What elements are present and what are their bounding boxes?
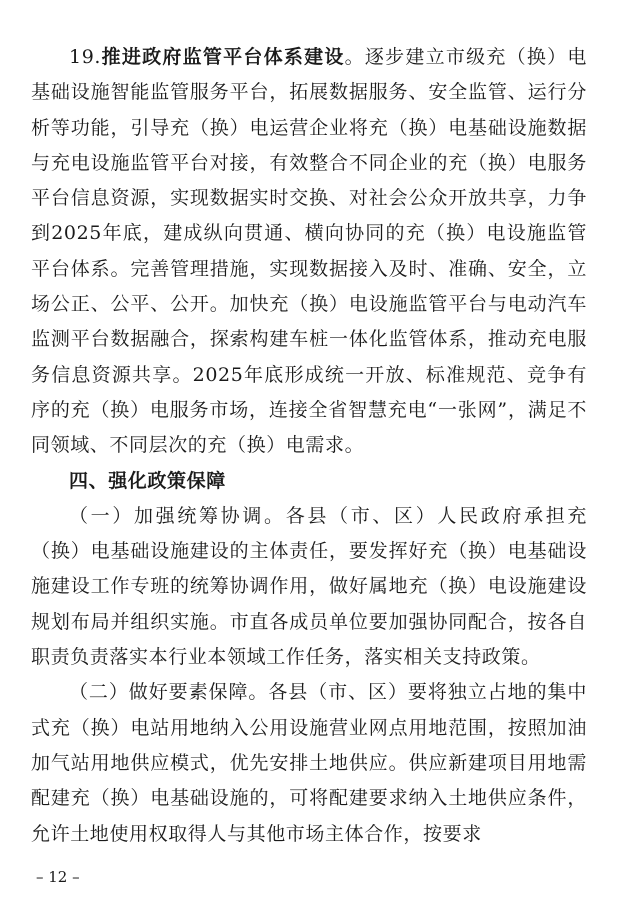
paragraph-factor (31, 675, 587, 851)
paragraph-coordination-lead: （一）加强统筹协调。 (69, 504, 286, 527)
paragraph-coordination-body: 各县（市、区）人民政府承担充（换）电基础设施建设的主体责任，要发挥好充（换）电基础设施建设工作专班的统筹协调作用，做好属地充（换）电设施建设规划布局并组织实施。市直各成员单位要加强协同配合，按各自职责负责落实本行业本领域工作任务，落实相关支持政策。 (31, 504, 587, 669)
section-4-heading: 四、强化政策保障 (69, 469, 226, 492)
paragraph-19-body: 。逐步建立市级充（换）电基础设施智能监管服务平台，拓展数据服务、安全监管、运行分析等功能，引导充（换）电运营企业将充（换）电基础设施数据与充电设施监管平台对接，有效整合不同企业的充（换）电服务平台信息资源，实现数据实时交换、对社会公众开放共享，力争到2025年底，建成纵向贯通、横向协同的充（换）电设施监管平台体系。完善管理措施，实现数据接入及时、准确、安全，立场公正、公平、公开。加快充（换）电设施监管平台与电动汽车监测平台数据融合，探索构建车桩一体化监管体系，推动充电服务信息资源共享。2025年底形成统一开放、标准规范、竞争有序的充（换）电服务市场，连接全省智慧充电“一张网”，满足不同领域、不同层次的充（换）电需求。 (31, 46, 588, 457)
paragraph-factor-body: 各县（市、区）要将独立占地的集中式充（换）电站用地纳入公用设施营业网点用地范围，按照加油加气站用地供应模式，优先安排土地供应。供应新建项目用地需配建充（换）电基础设施的，可将配建要求纳入土地供应条件，允许土地使用权取得人与其他市场主体合作，按要求 (31, 681, 587, 845)
paragraph-coordination (31, 499, 587, 675)
paragraph-factor-lead: （二）做好要素保障。 (69, 681, 269, 704)
paragraph-19-number: 19. (69, 46, 102, 68)
paragraph-19 (31, 40, 587, 464)
page-number: – 12 – (36, 868, 80, 886)
paragraph-19-heading: 推进政府监管平台体系建设 (101, 46, 345, 68)
document-page (31, 40, 587, 852)
